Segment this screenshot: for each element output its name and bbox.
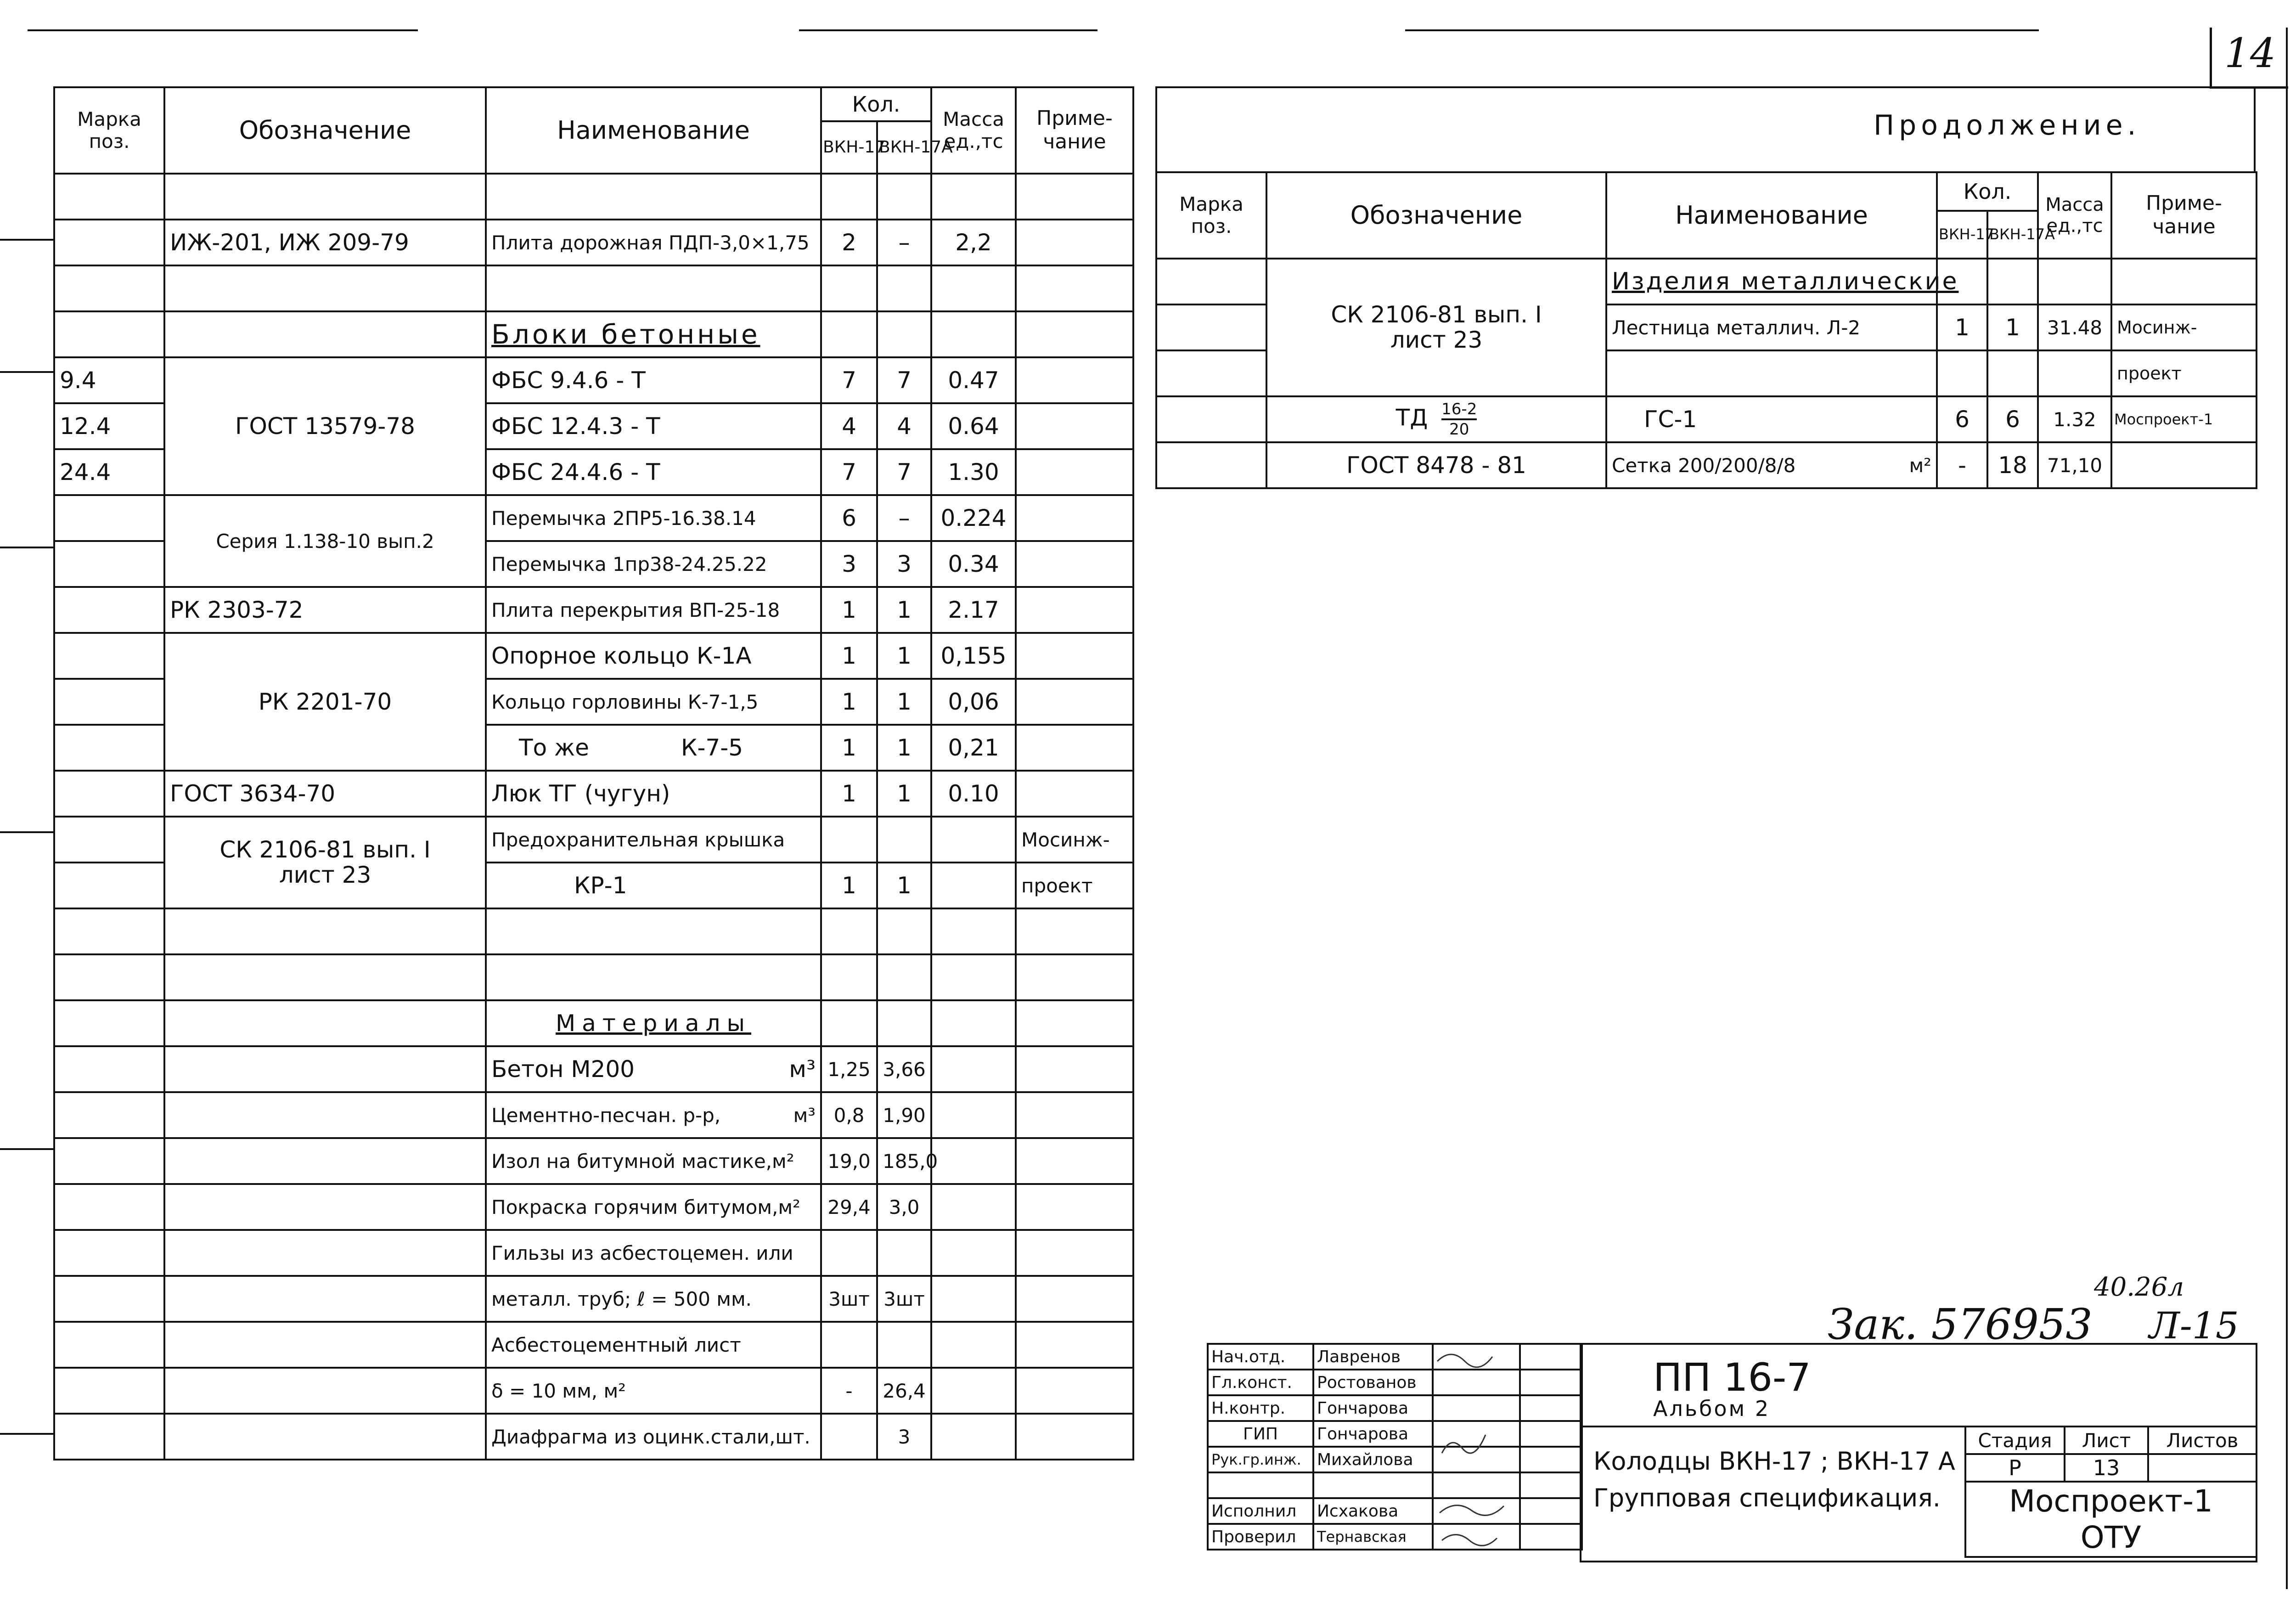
- header-qty-col1: ВКН-17: [821, 121, 877, 174]
- signature-name: Лавренов: [1313, 1344, 1433, 1370]
- cell-qty1: 1: [821, 725, 877, 771]
- table-row: [54, 633, 1133, 679]
- header-qty-col1: ВКН-17: [1937, 211, 1987, 259]
- signature-row: [1208, 1472, 1582, 1498]
- cell-qty2: 3,0: [877, 1184, 931, 1230]
- table-row: [54, 954, 1133, 1000]
- signature-name: Гончарова: [1313, 1421, 1433, 1447]
- signature-row: [1208, 1524, 1582, 1550]
- section-metal: Изделия металлические: [1612, 268, 1959, 295]
- signature-role: Н.контр.: [1208, 1395, 1313, 1421]
- header-mark: Марка поз.: [54, 87, 164, 174]
- cell-qty1: 4: [821, 403, 877, 449]
- cell-qty2: 3,66: [877, 1046, 931, 1092]
- material-unit: м³: [793, 1104, 816, 1127]
- table-row: [54, 1322, 1133, 1368]
- top-edge-line: [799, 29, 1097, 31]
- cell-name: Покраска горячим битумом,м²: [486, 1184, 821, 1230]
- td-denominator: 20: [1449, 420, 1469, 439]
- signature-role: Исполнил: [1208, 1498, 1313, 1524]
- cell-name: Перемычка 2ПР5-16.38.14: [486, 495, 821, 541]
- header-note: Приме-чание: [2111, 172, 2257, 259]
- cell-designation: РК 2201-70: [164, 633, 486, 771]
- cell-designation: [1266, 259, 1606, 396]
- signature-role: ГИП: [1208, 1421, 1313, 1447]
- cell-qty1: 6: [1937, 396, 1987, 442]
- cell-designation: Серия 1.138-10 вып.2: [164, 495, 486, 587]
- table-row: [54, 357, 1133, 403]
- cell-name: [1606, 442, 1937, 488]
- cell-note: Мосинж-: [1016, 817, 1133, 863]
- header-mass: Масса ед.,тс: [931, 87, 1016, 174]
- cell-qty2: 1: [877, 587, 931, 633]
- signature-stamp: [1207, 1343, 1583, 1551]
- table-row: [1156, 442, 2257, 488]
- left-spec-table: [53, 86, 1134, 1460]
- cell-designation: ИЖ-201, ИЖ 209-79: [164, 220, 486, 265]
- cell-qty2: –: [877, 220, 931, 265]
- cell-name-a: То же: [519, 734, 589, 761]
- cell-qty2: 3: [877, 541, 931, 587]
- margin-tick: [0, 831, 55, 833]
- cell-name: Плита дорожная ПДП-3,0×1,75: [486, 220, 821, 265]
- header-name: Наименование: [486, 87, 821, 174]
- cell-designation: ГОСТ 8478 - 81: [1266, 442, 1606, 488]
- td-numerator: 16-2: [1441, 400, 1477, 420]
- signature-row: [1208, 1370, 1582, 1395]
- header-qty-col2: ВКН-17А: [877, 121, 931, 174]
- cell-qty2: 185,0: [877, 1138, 931, 1184]
- signature-name: [1313, 1472, 1433, 1498]
- cell-qty2: 1,90: [877, 1092, 931, 1138]
- cell-mass: 31.48: [2038, 304, 2111, 350]
- cell-qty1: 1: [821, 771, 877, 817]
- cell-mass: 2.17: [931, 587, 1016, 633]
- right-frame-line: [2286, 28, 2288, 1589]
- section-materials: Материалы: [486, 1000, 821, 1046]
- table-row: [1156, 396, 2257, 442]
- signature-role: [1208, 1472, 1313, 1498]
- cell-name: ФБС 9.4.6 - Т: [486, 357, 821, 403]
- cell-name: [486, 725, 821, 771]
- designation-line: лист 23: [279, 862, 371, 888]
- signature-role: Проверил: [1208, 1524, 1313, 1550]
- cell-designation: [164, 817, 486, 908]
- cell-name: Перемычка 1пр38-24.25.22: [486, 541, 821, 587]
- cell-qty1: 1: [821, 679, 877, 725]
- header-qty: Кол.: [1937, 172, 2038, 211]
- cell-qty2: 1: [877, 863, 931, 908]
- cell-name: Лестница металлич. Л-2: [1606, 304, 1937, 350]
- cell-mass: 2,2: [931, 220, 1016, 265]
- top-edge-line: [1405, 29, 2039, 31]
- header-row: [54, 87, 1133, 121]
- object-name: Колодцы ВКН-17 ; ВКН-17 А: [1593, 1447, 1955, 1476]
- header-mark: Марка поз.: [1156, 172, 1266, 259]
- cell-qty2: 1: [877, 725, 931, 771]
- table-row: [54, 1368, 1133, 1414]
- material-name: Цементно-песчан. р-р,: [491, 1104, 721, 1127]
- cell-qty2: 1: [877, 771, 931, 817]
- signature-row: [1208, 1344, 1582, 1370]
- section-blocks: Блоки бетонные: [491, 319, 760, 350]
- cell-qty1: -: [821, 1368, 877, 1414]
- doc-code: ПП 16-7: [1653, 1355, 1811, 1400]
- td-prefix: ТД: [1396, 404, 1428, 431]
- cell-qty1: 3: [821, 541, 877, 587]
- cell-qty1: 1,25: [821, 1046, 877, 1092]
- cell-name: Гильзы из асбестоцемен. или: [486, 1230, 821, 1276]
- sheets-label: Листов: [2148, 1427, 2257, 1454]
- cell-name: ФБС 12.4.3 - Т: [486, 403, 821, 449]
- header-mass: Масса ед.,тс: [2038, 172, 2111, 259]
- margin-tick: [0, 547, 55, 548]
- cell-name: Плита перекрытия ВП-25-18: [486, 587, 821, 633]
- continuation-title: Продолжение.: [1874, 109, 2141, 141]
- signature-role: Рук.гр.инж.: [1208, 1447, 1313, 1472]
- cell-qty2: 4: [877, 403, 931, 449]
- header-name: Наименование: [1606, 172, 1937, 259]
- table-row: [54, 1000, 1133, 1046]
- stage-header-row: [1965, 1427, 2257, 1454]
- cell-qty1: 2: [821, 220, 877, 265]
- table-row: [54, 587, 1133, 633]
- cell-name: КР-1: [486, 863, 821, 908]
- stage-label: Стадия: [1965, 1427, 2065, 1454]
- signature-role: Гл.конст.: [1208, 1370, 1313, 1395]
- table-row: [54, 174, 1133, 220]
- cell-note: проект: [1016, 863, 1133, 908]
- cell-qty2: 6: [1987, 396, 2038, 442]
- header-row: [1156, 172, 2257, 211]
- header-qty: Кол.: [821, 87, 931, 121]
- cell-mass: 0.47: [931, 357, 1016, 403]
- signature-name: Михайлова: [1313, 1447, 1433, 1472]
- cell-qty2: 3: [877, 1414, 931, 1460]
- header-designation: Обозначение: [164, 87, 486, 174]
- cell-qty1: 1: [821, 863, 877, 908]
- table-row: [54, 908, 1133, 954]
- signature-role: Нач.отд.: [1208, 1344, 1313, 1370]
- cell-qty1: 6: [821, 495, 877, 541]
- cell-mass: 0.224: [931, 495, 1016, 541]
- table-row: [54, 1092, 1133, 1138]
- material-name: Бетон М200: [491, 1056, 635, 1083]
- table-row: [54, 220, 1133, 265]
- designation-line: СК 2106-81 вып. I: [219, 836, 431, 863]
- margin-tick: [0, 1148, 55, 1150]
- cell-name: Люк ТГ (чугун): [486, 771, 821, 817]
- cell-name: Опорное кольцо К-1А: [486, 633, 821, 679]
- cell-name: Предохранительная крышка: [486, 817, 821, 863]
- cell-designation: [1266, 396, 1606, 442]
- cell-mass: 0.64: [931, 403, 1016, 449]
- stage-sheet-table: [1964, 1426, 2257, 1558]
- stage-value: Р: [1965, 1454, 2065, 1482]
- inventory-number: Зак. 576953: [1828, 1300, 2093, 1349]
- table-row: [54, 1230, 1133, 1276]
- cell-name: Кольцо горловины К-7-1,5: [486, 679, 821, 725]
- table-row: [54, 817, 1133, 863]
- cell-qty2: 7: [877, 357, 931, 403]
- table-row: [54, 1184, 1133, 1230]
- table-row: [54, 1138, 1133, 1184]
- signature-name: Тернавская: [1313, 1524, 1433, 1550]
- cell-mass: 0,06: [931, 679, 1016, 725]
- cell-mass: 0,21: [931, 725, 1016, 771]
- signature-row: [1208, 1447, 1582, 1472]
- cell-qty2: 26,4: [877, 1368, 931, 1414]
- cell-qty1: 7: [821, 357, 877, 403]
- cell-qty1: -: [1937, 442, 1987, 488]
- margin-tick: [0, 1433, 55, 1435]
- sheet-code: Л-15: [2149, 1304, 2239, 1347]
- cell-name: ФБС 24.4.6 - Т: [486, 449, 821, 495]
- cell-note: Моспроект-1: [2111, 396, 2257, 442]
- cell-name: Изол на битумной мастике,м²: [486, 1138, 821, 1184]
- cell-designation: ГОСТ 13579-78: [164, 357, 486, 495]
- cell-mass: 0.10: [931, 771, 1016, 817]
- org-row: [1965, 1482, 2257, 1557]
- designation-line: лист 23: [1390, 327, 1483, 353]
- signature-name: Исхакова: [1313, 1498, 1433, 1524]
- cell-mass: 1.32: [2038, 396, 2111, 442]
- org-cell: [1965, 1482, 2257, 1557]
- cell-name: металл. труб; ℓ = 500 мм.: [486, 1276, 821, 1322]
- doc-title: Групповая спецификация.: [1593, 1483, 1941, 1512]
- cell-name: ГС-1: [1606, 396, 1937, 442]
- cell-qty1: 3шт: [821, 1276, 877, 1322]
- cell-mass: 0,155: [931, 633, 1016, 679]
- signature-name: Ростованов: [1313, 1370, 1433, 1395]
- org-dept: ОТУ: [2080, 1520, 2142, 1555]
- sheet-label: Лист: [2065, 1427, 2148, 1454]
- margin-tick: [0, 371, 55, 373]
- album-label: Альбом 2: [1653, 1396, 1771, 1421]
- mesh-name: Сетка 200/200/8/8: [1612, 454, 1796, 477]
- cell-mass: 1.30: [931, 449, 1016, 495]
- table-row: [54, 265, 1133, 311]
- table-row: [54, 1046, 1133, 1092]
- cell-mark: 12.4: [54, 403, 164, 449]
- header-designation: Обозначение: [1266, 172, 1606, 259]
- table-row: [54, 1414, 1133, 1460]
- cell-qty1: 0,8: [821, 1092, 877, 1138]
- sheet-value: 13: [2065, 1454, 2148, 1482]
- table-row: [1156, 259, 2257, 304]
- cell-qty2: 7: [877, 449, 931, 495]
- header-qty-col2: ВКН-17А: [1987, 211, 2038, 259]
- org-name: Моспроект-1: [2009, 1483, 2213, 1519]
- cell-mass: 0.34: [931, 541, 1016, 587]
- signature-scribbles: [1433, 1343, 1525, 1559]
- top-edge-line: [28, 29, 418, 31]
- cell-qty1: 1: [1937, 304, 1987, 350]
- cell-designation: РК 2303-72: [164, 587, 486, 633]
- cell-qty1: 1: [821, 587, 877, 633]
- material-unit: м³: [789, 1056, 816, 1083]
- cell-mark: 24.4: [54, 449, 164, 495]
- cell-mass: 71,10: [2038, 442, 2111, 488]
- cell-note: проект: [2111, 350, 2257, 396]
- signature-row: [1208, 1395, 1582, 1421]
- cell-name: Асбестоцементный лист: [486, 1322, 821, 1368]
- right-spec-table: [1155, 171, 2257, 489]
- cell-name: Диафрагма из оцинк.стали,шт.: [486, 1414, 821, 1460]
- cell-name: [486, 1092, 821, 1138]
- cell-qty2: 1: [877, 679, 931, 725]
- cell-qty1: 7: [821, 449, 877, 495]
- cell-name: [486, 1046, 821, 1092]
- signature-row: [1208, 1421, 1582, 1447]
- table-row: [54, 311, 1133, 357]
- stage-value-row: [1965, 1454, 2257, 1482]
- cell-mark: 9.4: [54, 357, 164, 403]
- cell-qty2: 1: [877, 633, 931, 679]
- table-row: [54, 771, 1133, 817]
- cell-note: Мосинж-: [2111, 304, 2257, 350]
- cell-qty1: 29,4: [821, 1184, 877, 1230]
- cell-designation: ГОСТ 3634-70: [164, 771, 486, 817]
- cell-qty2: 3шт: [877, 1276, 931, 1322]
- margin-tick: [0, 239, 55, 241]
- designation-line: СК 2106-81 вып. I: [1331, 301, 1542, 328]
- table-row: [54, 1276, 1133, 1322]
- signature-name: Гончарова: [1313, 1395, 1433, 1421]
- sheets-value: [2148, 1454, 2257, 1482]
- table-row: [54, 495, 1133, 541]
- page-number: 14: [2224, 29, 2276, 77]
- cell-qty1: 1: [821, 633, 877, 679]
- cell-qty1: 19,0: [821, 1138, 877, 1184]
- cell-qty2: 1: [1987, 304, 2038, 350]
- cell-name: δ = 10 мм, м²: [486, 1368, 821, 1414]
- cell-qty2: –: [877, 495, 931, 541]
- top-handwritten-note: 40.26л: [2094, 1272, 2184, 1302]
- header-note: Приме-чание: [1016, 87, 1133, 174]
- mesh-unit: м²: [1909, 454, 1931, 477]
- cell-qty2: 18: [1987, 442, 2038, 488]
- cell-name-b: К-7-5: [681, 734, 743, 761]
- signature-row: [1208, 1498, 1582, 1524]
